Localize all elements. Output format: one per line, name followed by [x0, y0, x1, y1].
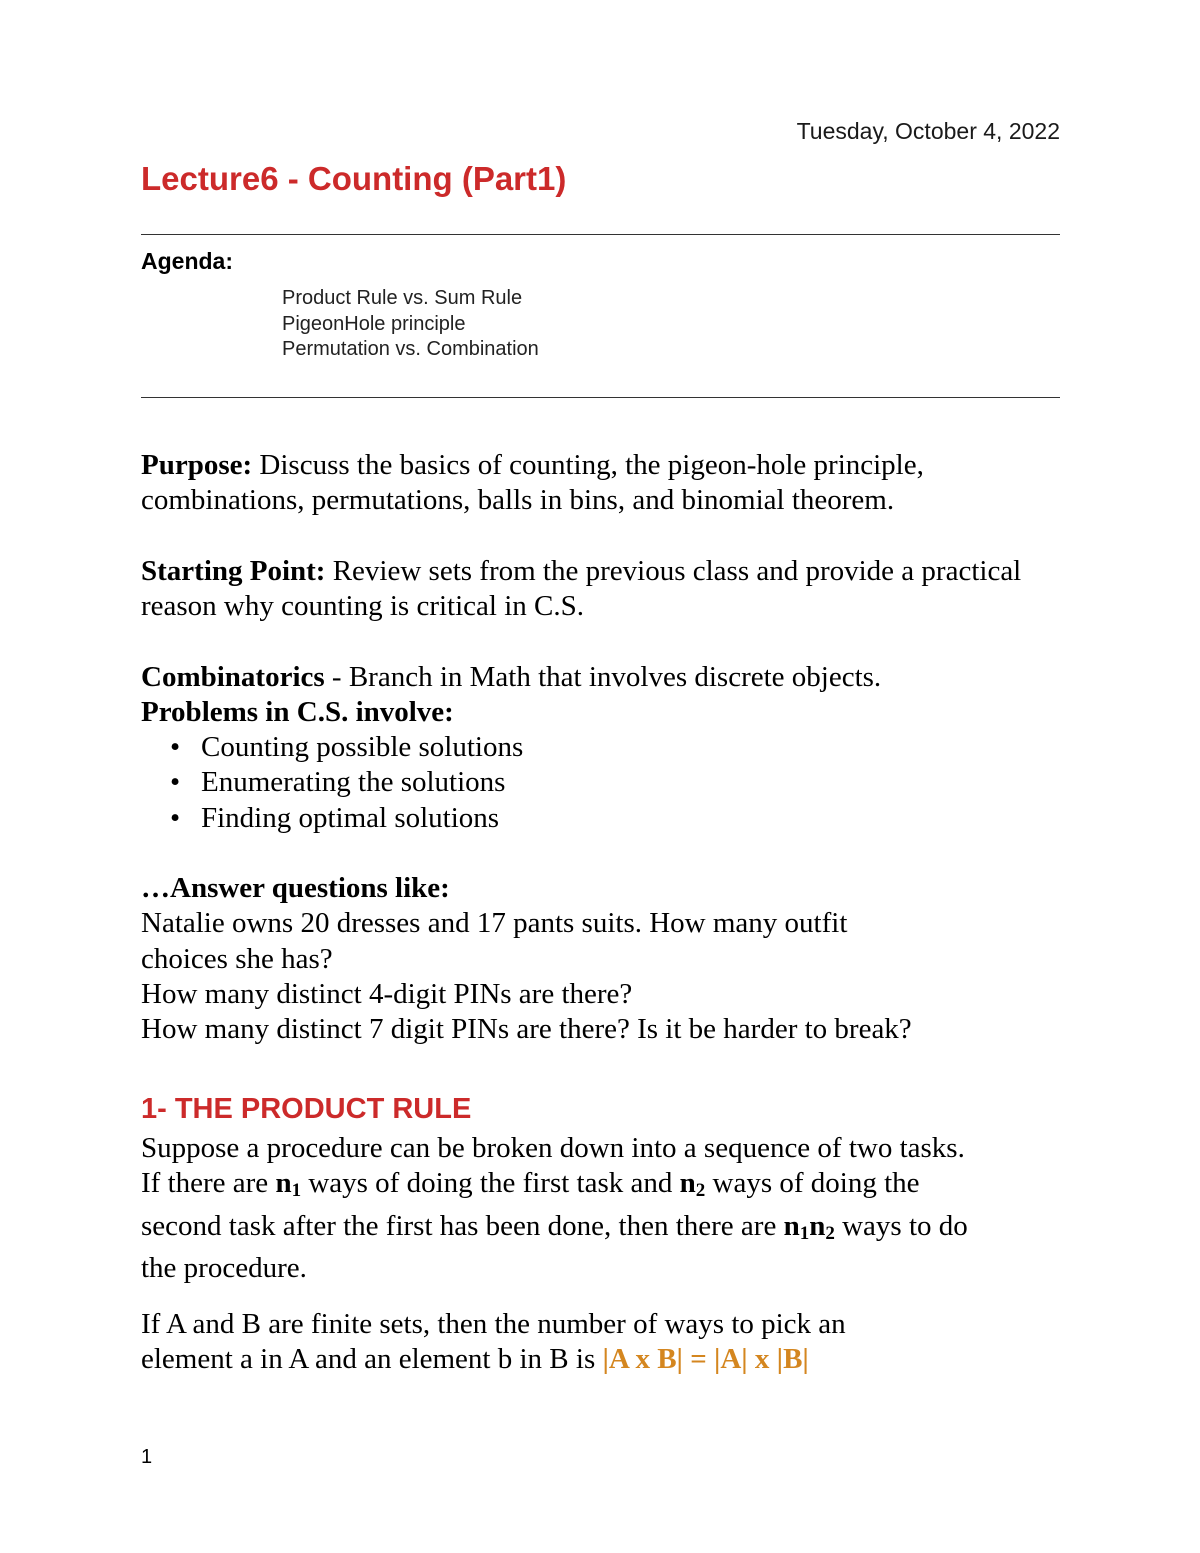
starting-point-text: Review sets from the previous class and provide a practical reason why counting is critical in C.S.	[141, 555, 1022, 623]
var-letter: n	[275, 1167, 292, 1200]
agenda-item: Product Rule vs. Sum Rule	[282, 287, 523, 309]
text-span: ways of doing the second task after the first has been done, then there are	[141, 1167, 920, 1242]
var-n1	[275, 1167, 302, 1202]
subscript: 2	[825, 1222, 835, 1244]
page-number: 1	[141, 1446, 153, 1468]
subscript: 2	[695, 1180, 706, 1202]
list-item: • Finding optimal solutions	[170, 801, 523, 836]
purpose-label: Purpose:	[141, 449, 253, 481]
agenda-label: Agenda:	[141, 248, 233, 274]
starting-point-paragraph	[141, 554, 1060, 625]
questions-label: …Answer questions like:	[141, 872, 450, 904]
var-letter: n	[783, 1209, 800, 1242]
divider-bottom	[141, 397, 1060, 398]
purpose-text: Discuss the basics of counting, the pigeon-hole principle, combinations, permutations, balls in bins, and binomial theorem.	[141, 449, 924, 517]
question-line: How many distinct 7 digit PINs are there? Is it be harder to break?	[141, 1013, 912, 1046]
var-n2	[679, 1167, 706, 1202]
var-letter: n	[679, 1167, 696, 1200]
text-span: If A and B are finite sets, then the number of ways to pick an element a in A and an element b in B is	[141, 1308, 846, 1376]
section-heading-product-rule: 1- THE PRODUCT RULE	[141, 1093, 472, 1125]
var-letter: n	[809, 1209, 826, 1242]
questions-block	[141, 871, 1060, 1047]
page-title: Lecture6 - Counting (Part1)	[141, 160, 567, 197]
problems-label: Problems in C.S. involve:	[141, 696, 454, 728]
divider-top	[141, 234, 1060, 235]
combinatorics-paragraph	[141, 660, 1060, 695]
var-n1n2	[784, 1210, 835, 1242]
combinatorics-text: - Branch in Math that involves discrete objects.	[324, 661, 882, 693]
question-line: How many distinct 4-digit PINs are there?	[141, 977, 633, 1010]
agenda-item: PigeonHole principle	[282, 312, 466, 335]
text-span: ways of doing the first task and	[301, 1167, 680, 1200]
problems-list	[170, 730, 523, 836]
document-date: Tuesday, October 4, 2022	[796, 118, 1060, 144]
agenda-item: Permutation vs. Combination	[282, 338, 539, 360]
starting-point-label: Starting Point:	[141, 555, 326, 587]
subscript: 1	[799, 1222, 810, 1244]
list-item: • Enumerating the solutions	[170, 765, 523, 800]
text-span: Suppose a procedure can be broken down into a sequence of two tasks. If there are	[141, 1132, 965, 1200]
product-rule-definition	[141, 1131, 971, 1286]
list-item: • Counting possible solutions	[170, 730, 523, 765]
agenda-list	[282, 286, 539, 363]
purpose-paragraph	[141, 448, 1060, 519]
finite-sets-paragraph	[141, 1307, 931, 1378]
subscript: 1	[291, 1180, 302, 1202]
combinatorics-label: Combinatorics	[141, 661, 325, 693]
question-line: Natalie owns 20 dresses and 17 pants suits. How many outfit choices she has?	[141, 907, 848, 975]
product-formula: |A x B| = |A| x |B|	[602, 1343, 809, 1376]
text-span: ways to do the procedure.	[141, 1209, 968, 1284]
